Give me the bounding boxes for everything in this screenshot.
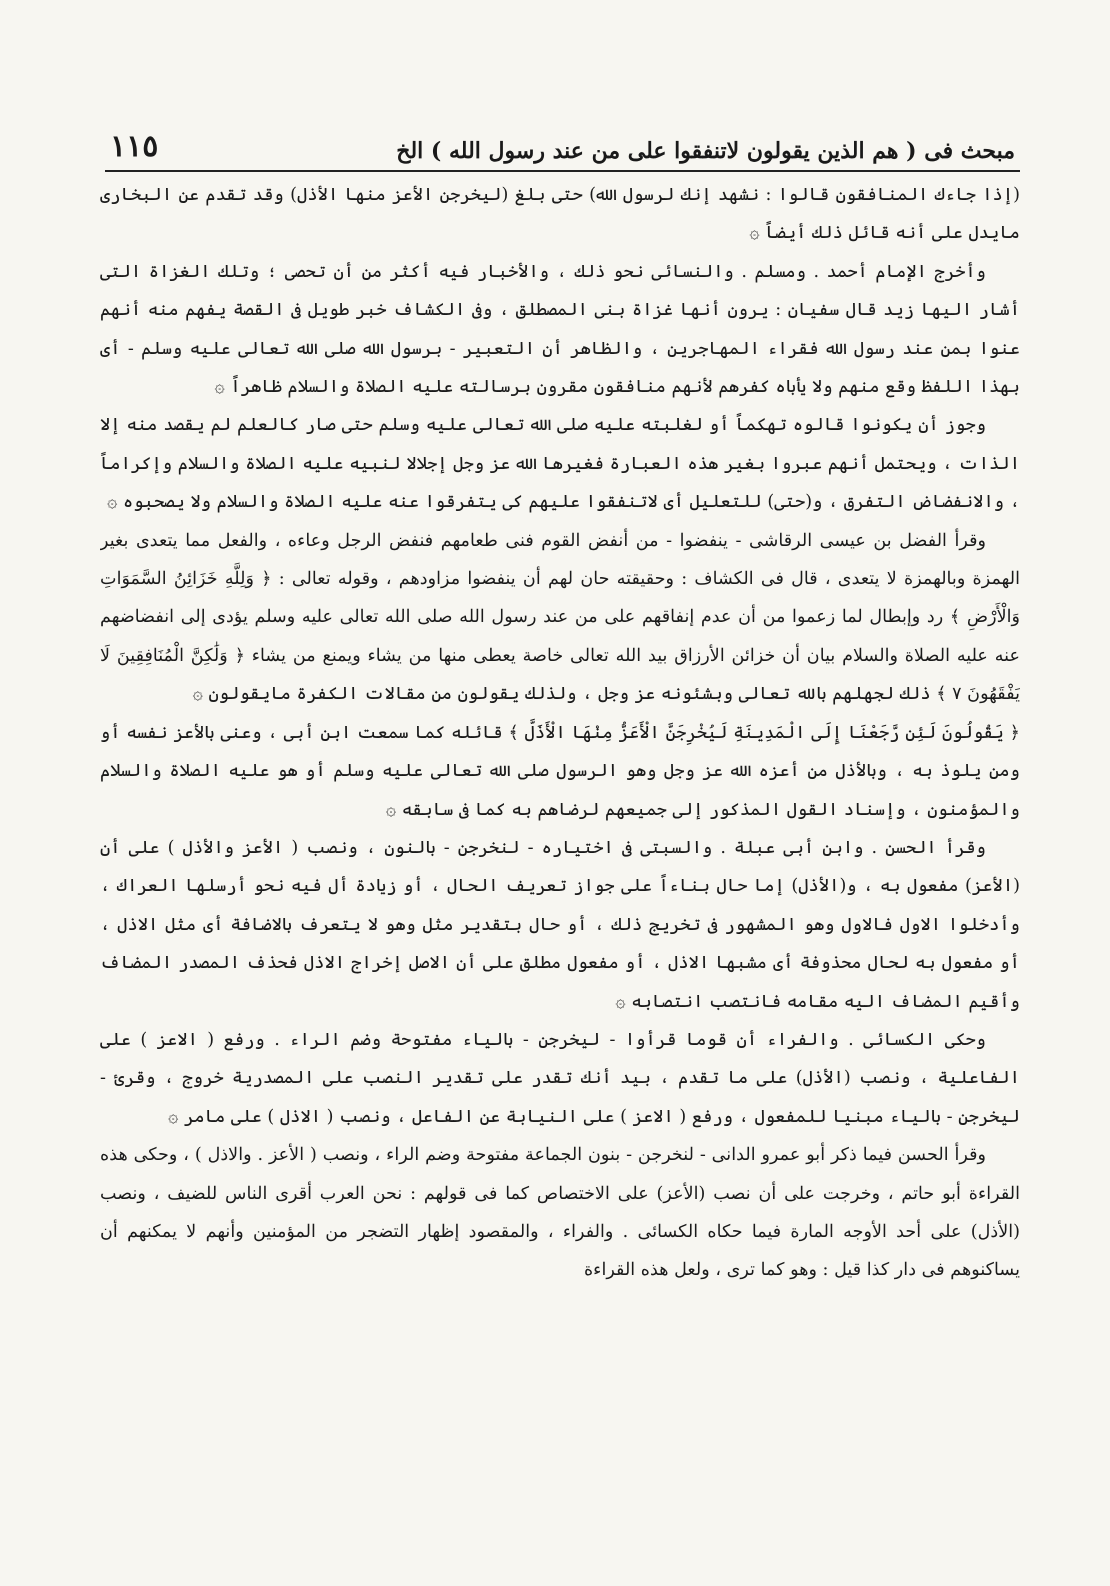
running-title: مبحث فى ( هم الذين يقولون لاتنفقوا على من عند رسول الله ) الخ xyxy=(396,138,1015,164)
page-header xyxy=(110,118,1015,164)
paragraph: وأخرج الإمام أحمد . ومسلم . والنسائى نحو ذلك ، والأخبار فيه أكثر من أن تحصى ؛ وتلك الغزاة التى أشار اليها زيد قال سفيان : يرون أنها غزاة بنى المصطلق ، وفى الكشاف خبر طويل فى القصة يفهم منه أنهم عنوا بمن عند رسول الله فقراء المهاجرين ، والظاهر أن التعبير - برسول الله صلى الله تعالى عليه وسلم - أى بهذا اللفظ وقع منهم ولا يأباه كفرهم لأنهم منافقون مقرون برسالته عليه الصلاة والسلام ظاهراً ۞ xyxy=(100,261,1020,398)
paragraph: وحكى الكسائى . والفراء أن قوما قرأوا - ليخرجن - بالياء مفتوحة وضم الراء . ورفع ( الاعز ) على الفاعلية ، ونصب (الأذل) على ما تقدم ، بيد أنك تقدر على تقدير النصب على المصدرية خروج ، وقرئ - ليخرجن - بالياء مبنيا للمفعول ، ورفع ( الاعز ) على النيابة عن الفاعل ، ونصب ( الاذل ) على مامر ۞ xyxy=(100,1029,1020,1127)
body-text xyxy=(100,176,1020,1531)
paragraph: (إذا جاءك المنافقون قالوا : نشهد إنك لرسول الله) حتى بلغ (ليخرجن الأعز منها الأذل) وقد تقدم عن البخارى مايدل على أنه قائل ذلك أيضاً ۞ xyxy=(100,185,1020,244)
paragraph: وجوز أن يكونوا قالوه تهكماً أو لغلبته عليه صلى الله تعالى عليه وسلم حتى صار كالعلم لم يقصد منه إلا الذات ، ويحتمل أنهم عبروا بغير هذه العبارة فغيرها الله عز وجل إجلالا لنبيه عليه الصلاة والسلام وإكراماً ، والانفضاض التفرق ، و(حتى) للتعليل أى لاتنفقوا عليهم كى يتفرقوا عنه عليه الصلاة والسلام ولا يصحبوه ۞ xyxy=(100,415,1020,513)
paragraph: وقرأ الحسن . وابن أبى عبلة . والسبتى فى اختياره - لنخرجن - بالنون ، ونصب ( الأعز والأذل ) على أن (الأعز) مفعول به ، و(الأذل) إما حال بناءاً على جواز تعريف الحال ، أو زيادة أل فيه نحو أرسلها العراك ، وأدخلوا الاول فالاول وهو المشهور فى تخريج ذلك ، أو حال بتقدير مثل وهو لا يتعرف بالاضافة أى مثل الاذل ، أو مفعول به لحال محذوفة أى مشبها الاذل ، أو مفعول مطلق على أن الاصل إخراج الاذل فحذف المصدر المضاف وأقيم المضاف اليه مقامه فانتصب انتصابه ۞ xyxy=(100,837,1020,1012)
paragraph: ﴿ يَقُولُونَ لَئِن رَّجَعْنَا إِلَى الْمَدِينَةِ لَيُخْرِجَنَّ الْأَعَزُّ مِنْهَا الْأَذَلَّ ﴾ قائله كما سمعت ابن أبى ، وعنى بالأعز نفسه أو ومن يلوذ به ، وبالأذل من أعزه الله عز وجل وهو الرسول صلى الله تعالى عليه وسلم أو هو عليه الصلاة والسلام والمؤمنون ، وإسناد القول المذكور إلى جميعهم لرضاهم به كما فى سابقه ۞ xyxy=(100,722,1020,820)
header-rule xyxy=(105,170,1020,172)
paragraph: وقرأ الحسن فيما ذكر أبو عمرو الدانى - لنخرجن - بنون الجماعة مفتوحة وضم الراء ، ونصب ( الأعز . والاذل ) ، وحكى هذه القراءة أبو حاتم ، وخرجت على أن نصب (الأعز) على الاختصاص كما فى قولهم : نحن العرب أقرى الناس للضيف ، ونصب (الأذل) على أحد الأوجه المارة فيما حكاه الكسائى . والفراء ، والمقصود إظهار التضجر من المؤمنين وأنهم لا يمكنهم أن يساكنوهم فى دار كذا قيل : وهو كما ترى ، ولعل هذه القراءة xyxy=(100,1145,1020,1281)
paragraph: وقرأ الفضل بن عيسى الرقاشى - ينفضوا - من أنفض القوم فنى طعامهم فنفض الرجل وعاءه ، والفعل مما يتعدى بغير الهمزة وبالهمزة لا يتعدى ، قال فى الكشاف : وحقيقته حان لهم أن ينفضوا مزاودهم ، وقوله تعالى : ﴿ وَلِلَّهِ خَزَائِنُ السَّمَوَاتِ وَالْأَرْضِ ﴾ رد وإبطال لما زعموا من أن عدم إنفاقهم على من عند رسول الله صلى الله تعالى عليه وسلم يؤدى إلى انفضاضهم عنه عليه الصلاة والسلام بيان أن خزائن الأرزاق بيد الله تعالى خاصة يعطى منها من يشاء ويمنع من يشاء ﴿ وَلَٰكِنَّ الْمُنَافِقِينَ لَا يَفْقَهُونَ ٧ ﴾ ذلك لجهلهم بالله تعالى وبشئونه عز وجل ، ولذلك يقولون من مقالات الكفرة مايقولون ۞ xyxy=(100,530,1020,705)
page-number: ١١٥ xyxy=(110,129,159,164)
